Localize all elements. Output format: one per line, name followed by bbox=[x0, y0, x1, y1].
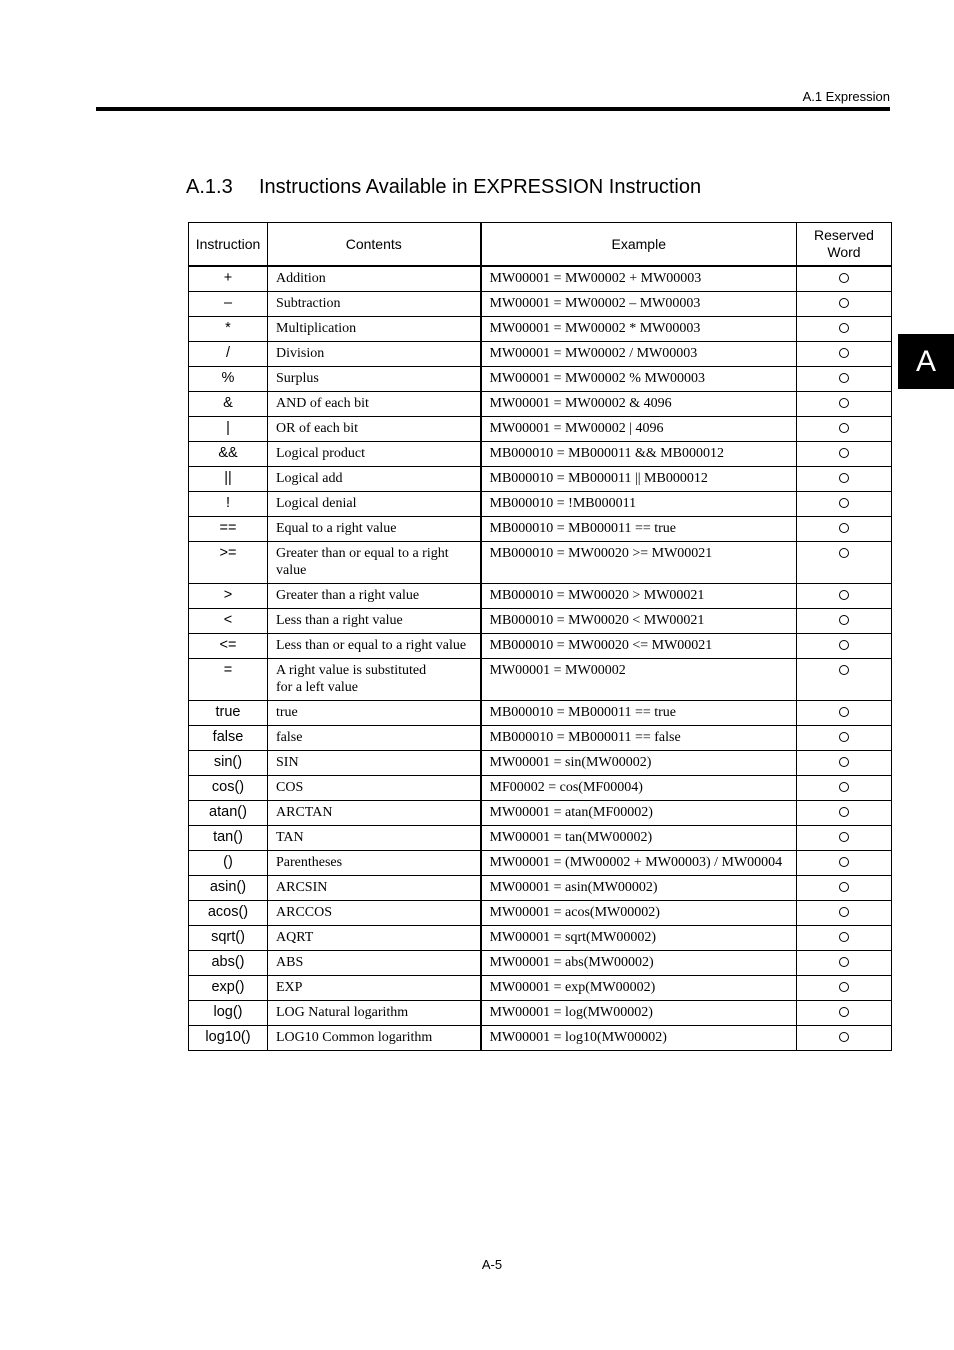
contents-cell: Greater than a right value bbox=[268, 584, 481, 609]
reserved-word-cell bbox=[797, 901, 892, 926]
reserved-mark-icon bbox=[839, 732, 849, 742]
instruction-cell: log() bbox=[189, 1001, 268, 1026]
example-cell: MW00001 = MW00002 | 4096 bbox=[481, 417, 797, 442]
reserved-mark-icon bbox=[839, 523, 849, 533]
reserved-mark-icon bbox=[839, 498, 849, 508]
reserved-mark-icon bbox=[839, 473, 849, 483]
contents-cell: ARCSIN bbox=[268, 876, 481, 901]
example-cell: MF00002 = cos(MF00004) bbox=[481, 776, 797, 801]
example-cell: MB000010 = MW00020 < MW00021 bbox=[481, 609, 797, 634]
instruction-cell: ! bbox=[189, 492, 268, 517]
reserved-mark-icon bbox=[839, 957, 849, 967]
instruction-cell: sqrt() bbox=[189, 926, 268, 951]
instruction-cell: () bbox=[189, 851, 268, 876]
instruction-cell: true bbox=[189, 701, 268, 726]
reserved-word-cell bbox=[797, 976, 892, 1001]
header-example: Example bbox=[481, 223, 797, 267]
table-row bbox=[189, 1026, 892, 1051]
instruction-cell: && bbox=[189, 442, 268, 467]
table-row bbox=[189, 876, 892, 901]
reserved-mark-icon bbox=[839, 807, 849, 817]
reserved-mark-icon bbox=[839, 590, 849, 600]
table-row bbox=[189, 367, 892, 392]
contents-cell: Parentheses bbox=[268, 851, 481, 876]
contents-cell: Logical product bbox=[268, 442, 481, 467]
instruction-cell: sin() bbox=[189, 751, 268, 776]
contents-cell: Less than a right value bbox=[268, 609, 481, 634]
instruction-cell: – bbox=[189, 292, 268, 317]
section-number: A.1.3 bbox=[186, 176, 233, 198]
example-cell: MW00001 = sqrt(MW00002) bbox=[481, 926, 797, 951]
reserved-mark-icon bbox=[839, 548, 849, 558]
reserved-mark-icon bbox=[839, 373, 849, 383]
example-cell: MW00001 = tan(MW00002) bbox=[481, 826, 797, 851]
contents-cell: EXP bbox=[268, 976, 481, 1001]
section-heading bbox=[186, 176, 701, 199]
chapter-tab: A bbox=[898, 334, 954, 389]
instruction-cell: % bbox=[189, 367, 268, 392]
page-number: A-5 bbox=[481, 1257, 503, 1272]
reserved-mark-icon bbox=[839, 907, 849, 917]
instruction-cell: & bbox=[189, 392, 268, 417]
instruction-cell: + bbox=[189, 266, 268, 292]
reserved-word-cell bbox=[797, 659, 892, 701]
example-cell: MB000010 = MB000011 == true bbox=[481, 517, 797, 542]
reserved-word-cell bbox=[797, 634, 892, 659]
reserved-mark-icon bbox=[839, 882, 849, 892]
example-cell: MW00001 = (MW00002 + MW00003) / MW00004 bbox=[481, 851, 797, 876]
table-row bbox=[189, 609, 892, 634]
instruction-cell: / bbox=[189, 342, 268, 367]
reserved-word-cell bbox=[797, 292, 892, 317]
contents-cell: Addition bbox=[268, 266, 481, 292]
reserved-word-cell bbox=[797, 726, 892, 751]
table-row bbox=[189, 417, 892, 442]
reserved-word-cell bbox=[797, 317, 892, 342]
example-cell: MW00001 = MW00002 / MW00003 bbox=[481, 342, 797, 367]
example-cell: MW00001 = MW00002 & 4096 bbox=[481, 392, 797, 417]
table-row bbox=[189, 317, 892, 342]
reserved-mark-icon bbox=[839, 782, 849, 792]
contents-cell: Greater than or equal to a right value bbox=[268, 542, 481, 584]
reserved-word-cell bbox=[797, 584, 892, 609]
contents-cell: false bbox=[268, 726, 481, 751]
table-row bbox=[189, 584, 892, 609]
example-cell: MB000010 = MB000011 && MB000012 bbox=[481, 442, 797, 467]
table-row bbox=[189, 659, 892, 701]
reserved-mark-icon bbox=[839, 448, 849, 458]
instruction-cell: abs() bbox=[189, 951, 268, 976]
instructions-table bbox=[188, 222, 892, 1051]
example-cell: MW00001 = atan(MF00002) bbox=[481, 801, 797, 826]
example-cell: MW00001 = MW00002 % MW00003 bbox=[481, 367, 797, 392]
instruction-cell: cos() bbox=[189, 776, 268, 801]
reserved-mark-icon bbox=[839, 757, 849, 767]
example-cell: MB000010 = MB000011 == true bbox=[481, 701, 797, 726]
instruction-cell: asin() bbox=[189, 876, 268, 901]
instruction-cell: atan() bbox=[189, 801, 268, 826]
contents-cell: Subtraction bbox=[268, 292, 481, 317]
example-cell: MB000010 = MW00020 <= MW00021 bbox=[481, 634, 797, 659]
table-row bbox=[189, 634, 892, 659]
contents-cell: Less than or equal to a right value bbox=[268, 634, 481, 659]
instruction-cell: false bbox=[189, 726, 268, 751]
table-row bbox=[189, 392, 892, 417]
example-cell: MB000010 = MW00020 >= MW00021 bbox=[481, 542, 797, 584]
table-body bbox=[189, 266, 892, 1051]
reserved-word-cell bbox=[797, 851, 892, 876]
reserved-mark-icon bbox=[839, 665, 849, 675]
table-row bbox=[189, 926, 892, 951]
contents-cell: COS bbox=[268, 776, 481, 801]
contents-cell: ARCCOS bbox=[268, 901, 481, 926]
section-title: Instructions Available in EXPRESSION Instruction bbox=[259, 176, 702, 198]
table-header-row bbox=[189, 223, 892, 267]
example-cell: MW00001 = asin(MW00002) bbox=[481, 876, 797, 901]
reserved-word-cell bbox=[797, 342, 892, 367]
reserved-word-cell bbox=[797, 367, 892, 392]
contents-cell: Equal to a right value bbox=[268, 517, 481, 542]
contents-cell: TAN bbox=[268, 826, 481, 851]
reserved-word-cell bbox=[797, 442, 892, 467]
reserved-word-cell bbox=[797, 926, 892, 951]
reserved-word-cell bbox=[797, 951, 892, 976]
instruction-cell: exp() bbox=[189, 976, 268, 1001]
header-rule bbox=[96, 107, 890, 111]
table-row bbox=[189, 726, 892, 751]
example-cell: MW00001 = MW00002 + MW00003 bbox=[481, 266, 797, 292]
reserved-word-cell bbox=[797, 417, 892, 442]
instruction-cell: == bbox=[189, 517, 268, 542]
table-row bbox=[189, 467, 892, 492]
table-row bbox=[189, 701, 892, 726]
example-cell: MW00001 = exp(MW00002) bbox=[481, 976, 797, 1001]
table-row bbox=[189, 901, 892, 926]
reserved-mark-icon bbox=[839, 857, 849, 867]
reserved-mark-icon bbox=[839, 707, 849, 717]
table-row bbox=[189, 292, 892, 317]
example-cell: MB000010 = MB000011 || MB000012 bbox=[481, 467, 797, 492]
reserved-mark-icon bbox=[839, 982, 849, 992]
reserved-word-cell bbox=[797, 609, 892, 634]
instruction-cell: = bbox=[189, 659, 268, 701]
example-cell: MW00001 = MW00002 bbox=[481, 659, 797, 701]
contents-cell: Division bbox=[268, 342, 481, 367]
reserved-mark-icon bbox=[839, 298, 849, 308]
contents-cell: SIN bbox=[268, 751, 481, 776]
example-cell: MW00001 = log10(MW00002) bbox=[481, 1026, 797, 1051]
contents-cell: Multiplication bbox=[268, 317, 481, 342]
header-reserved-word: Reserved Word bbox=[797, 223, 892, 267]
instruction-cell: log10() bbox=[189, 1026, 268, 1051]
table-row bbox=[189, 1001, 892, 1026]
reserved-word-cell bbox=[797, 801, 892, 826]
reserved-mark-icon bbox=[839, 398, 849, 408]
example-cell: MW00001 = MW00002 * MW00003 bbox=[481, 317, 797, 342]
reserved-word-cell bbox=[797, 1001, 892, 1026]
reserved-mark-icon bbox=[839, 1032, 849, 1042]
instruction-cell: || bbox=[189, 467, 268, 492]
contents-cell: AND of each bit bbox=[268, 392, 481, 417]
example-cell: MW00001 = abs(MW00002) bbox=[481, 951, 797, 976]
instruction-cell: <= bbox=[189, 634, 268, 659]
reserved-mark-icon bbox=[839, 1007, 849, 1017]
table-row bbox=[189, 517, 892, 542]
contents-cell: OR of each bit bbox=[268, 417, 481, 442]
reserved-word-cell bbox=[797, 701, 892, 726]
contents-cell: AQRT bbox=[268, 926, 481, 951]
header-contents: Contents bbox=[268, 223, 481, 267]
header-instruction: Instruction bbox=[189, 223, 268, 267]
reserved-mark-icon bbox=[839, 423, 849, 433]
table-row bbox=[189, 851, 892, 876]
example-cell: MW00001 = log(MW00002) bbox=[481, 1001, 797, 1026]
contents-cell: true bbox=[268, 701, 481, 726]
reserved-mark-icon bbox=[839, 640, 849, 650]
example-cell: MB000010 = !MB000011 bbox=[481, 492, 797, 517]
instruction-cell: | bbox=[189, 417, 268, 442]
reserved-word-cell bbox=[797, 751, 892, 776]
example-cell: MW00001 = MW00002 – MW00003 bbox=[481, 292, 797, 317]
reserved-word-cell bbox=[797, 517, 892, 542]
instruction-cell: < bbox=[189, 609, 268, 634]
table-row bbox=[189, 342, 892, 367]
reserved-mark-icon bbox=[839, 615, 849, 625]
instruction-cell: tan() bbox=[189, 826, 268, 851]
example-cell: MB000010 = MB000011 == false bbox=[481, 726, 797, 751]
table-row bbox=[189, 951, 892, 976]
table-row bbox=[189, 826, 892, 851]
table-row bbox=[189, 542, 892, 584]
reserved-mark-icon bbox=[839, 348, 849, 358]
reserved-mark-icon bbox=[839, 273, 849, 283]
reserved-word-cell bbox=[797, 826, 892, 851]
instruction-cell: acos() bbox=[189, 901, 268, 926]
example-cell: MW00001 = sin(MW00002) bbox=[481, 751, 797, 776]
contents-cell: Surplus bbox=[268, 367, 481, 392]
reserved-mark-icon bbox=[839, 932, 849, 942]
contents-cell: LOG10 Common logarithm bbox=[268, 1026, 481, 1051]
instruction-cell: >= bbox=[189, 542, 268, 584]
reserved-word-cell bbox=[797, 467, 892, 492]
table-row bbox=[189, 801, 892, 826]
reserved-word-cell bbox=[797, 776, 892, 801]
reserved-word-cell bbox=[797, 876, 892, 901]
instruction-cell: > bbox=[189, 584, 268, 609]
reserved-mark-icon bbox=[839, 832, 849, 842]
table-row bbox=[189, 751, 892, 776]
contents-cell: ARCTAN bbox=[268, 801, 481, 826]
example-cell: MW00001 = acos(MW00002) bbox=[481, 901, 797, 926]
contents-cell: LOG Natural logarithm bbox=[268, 1001, 481, 1026]
contents-cell: Logical denial bbox=[268, 492, 481, 517]
contents-cell: ABS bbox=[268, 951, 481, 976]
reserved-word-cell bbox=[797, 266, 892, 292]
table-row bbox=[189, 776, 892, 801]
table-row bbox=[189, 442, 892, 467]
table-row bbox=[189, 976, 892, 1001]
table-row bbox=[189, 266, 892, 292]
instruction-cell: * bbox=[189, 317, 268, 342]
reserved-word-cell bbox=[797, 392, 892, 417]
reserved-word-cell bbox=[797, 542, 892, 584]
table-row bbox=[189, 492, 892, 517]
example-cell: MB000010 = MW00020 > MW00021 bbox=[481, 584, 797, 609]
reserved-word-cell bbox=[797, 1026, 892, 1051]
contents-cell: Logical add bbox=[268, 467, 481, 492]
running-head: A.1 Expression bbox=[802, 89, 890, 104]
contents-cell: A right value is substituted for a left value bbox=[268, 659, 481, 701]
reserved-mark-icon bbox=[839, 323, 849, 333]
reserved-word-cell bbox=[797, 492, 892, 517]
